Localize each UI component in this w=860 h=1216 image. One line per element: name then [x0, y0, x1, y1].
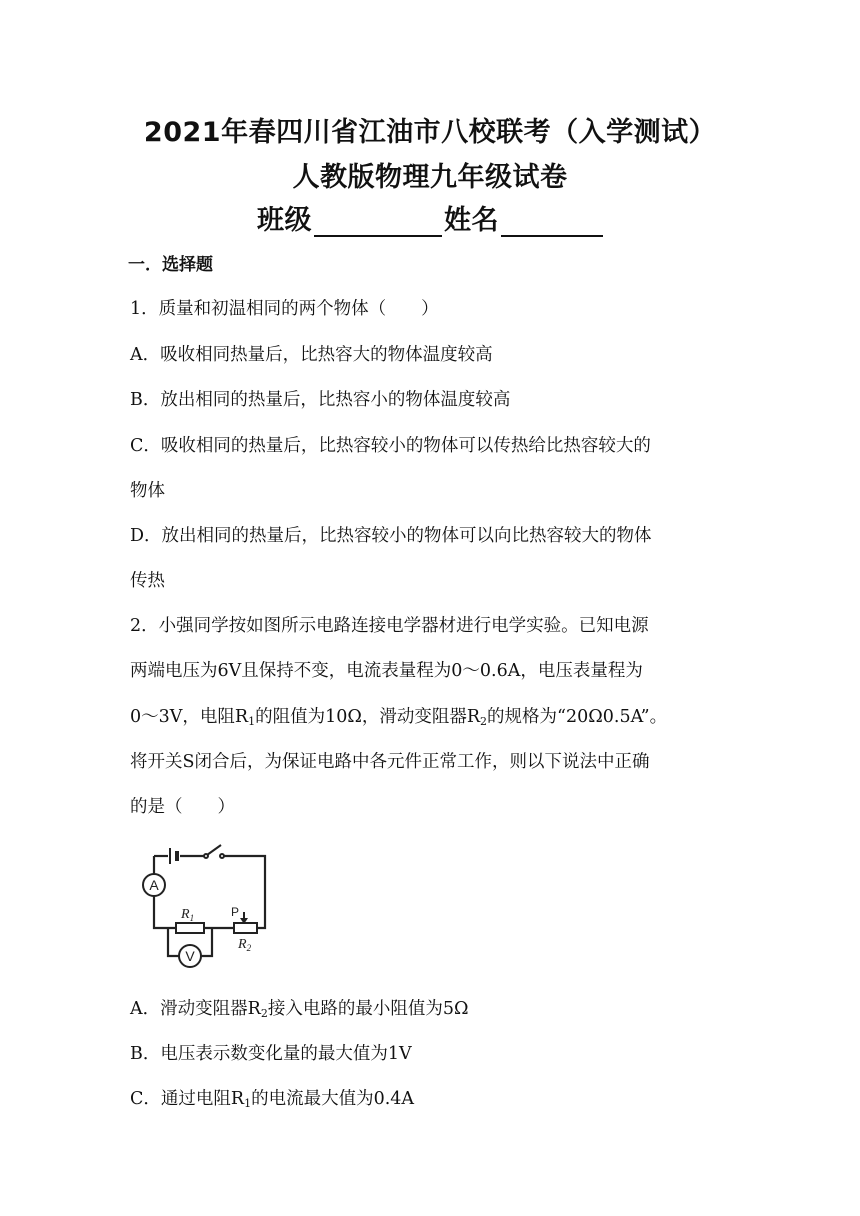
- ammeter-label: A: [149, 877, 159, 893]
- name-blank: [501, 205, 603, 237]
- q1-option-d-line1: D．放出相同的热量后，比热容较小的物体可以向比热容较大的物体: [130, 526, 652, 546]
- q2-option-c-sub: 1: [244, 1097, 252, 1110]
- battery-icon: [170, 848, 177, 864]
- class-blank: [314, 205, 442, 237]
- top-wire-right: [222, 856, 265, 920]
- exam-subtitle: 人教版物理九年级试卷: [292, 162, 568, 193]
- q2-option-c-post: 的电流最大值为0.4A: [251, 1089, 415, 1109]
- q2-stem-line4: 将开关S闭合后，为保证电路中各元件正常工作，则以下说法中正确: [130, 752, 650, 772]
- r2-label: R: [238, 937, 247, 952]
- q2-option-a-sub: 2: [260, 1007, 268, 1020]
- q2-line3-part-b: 的阻值为10Ω，滑动变阻器R: [255, 707, 481, 727]
- q2-option-b: B．电压表示数变化量的最大值为1V: [130, 1044, 412, 1064]
- q2-option-a-pre: A．滑动变阻器R: [130, 999, 261, 1019]
- q2-stem-line3: [130, 703, 740, 728]
- r2-label-sub: 2: [246, 943, 252, 953]
- rheostat-r2-icon: [231, 905, 257, 953]
- q1-option-c-line2: 物体: [130, 481, 165, 501]
- switch-icon: [204, 845, 224, 858]
- q2-line3-part-a: 0～3V，电阻R: [130, 707, 249, 727]
- left-wire-lower: [154, 896, 176, 928]
- resistor-r1-icon: [176, 907, 204, 933]
- student-info-line: [0, 198, 860, 237]
- q2-r1-subscript: 1: [248, 715, 256, 728]
- name-label: 姓名: [444, 205, 499, 236]
- class-label: 班级: [257, 205, 312, 236]
- q2-option-a: [130, 995, 740, 1020]
- q2-line3-part-c: 的规格为“20Ω0.5A”。: [487, 707, 668, 727]
- q1-option-a: A．吸收相同热量后，比热容大的物体温度较高: [130, 345, 493, 365]
- q2-r2-subscript: 2: [480, 715, 488, 728]
- svg-text:R2: [237, 937, 252, 953]
- q1-option-d-line2: 传热: [130, 571, 165, 591]
- q2-option-c: [130, 1085, 740, 1110]
- q1-option-c-line1: C．吸收相同的热量后，比热容较小的物体可以传热给比热容较大的: [130, 436, 651, 456]
- q2-stem-line2: 两端电压为6V且保持不变，电流表量程为0～0.6A，电压表量程为: [130, 661, 643, 681]
- exam-title: 2021年春四川省江油市八校联考（入学测试）: [143, 117, 717, 148]
- q2-stem-line5: 的是（ ）: [130, 797, 235, 817]
- q2-stem-line1: 2．小强同学按如图所示电路连接电学器材进行电学实验。已知电源: [130, 616, 649, 636]
- q1-option-b: B．放出相同的热量后，比热容小的物体温度较高: [130, 390, 511, 410]
- svg-text:R1: [180, 907, 194, 923]
- q1-stem: 1．质量和初温相同的两个物体（ ）: [130, 299, 439, 319]
- slider-p-label: P: [231, 905, 240, 919]
- section-heading: 一．选择题: [128, 255, 213, 275]
- r1-label-sub: 1: [189, 913, 195, 923]
- q2-option-a-post: 接入电路的最小阻值为5Ω: [267, 999, 469, 1019]
- ammeter-icon: [143, 874, 165, 896]
- voltmeter-icon: [179, 945, 201, 967]
- q2-option-c-pre: C．通过电阻R: [130, 1089, 245, 1109]
- r1-label: R: [181, 907, 190, 922]
- voltmeter-label: V: [185, 948, 195, 964]
- right-wire-lower: [257, 920, 265, 928]
- circuit-diagram: [126, 838, 276, 974]
